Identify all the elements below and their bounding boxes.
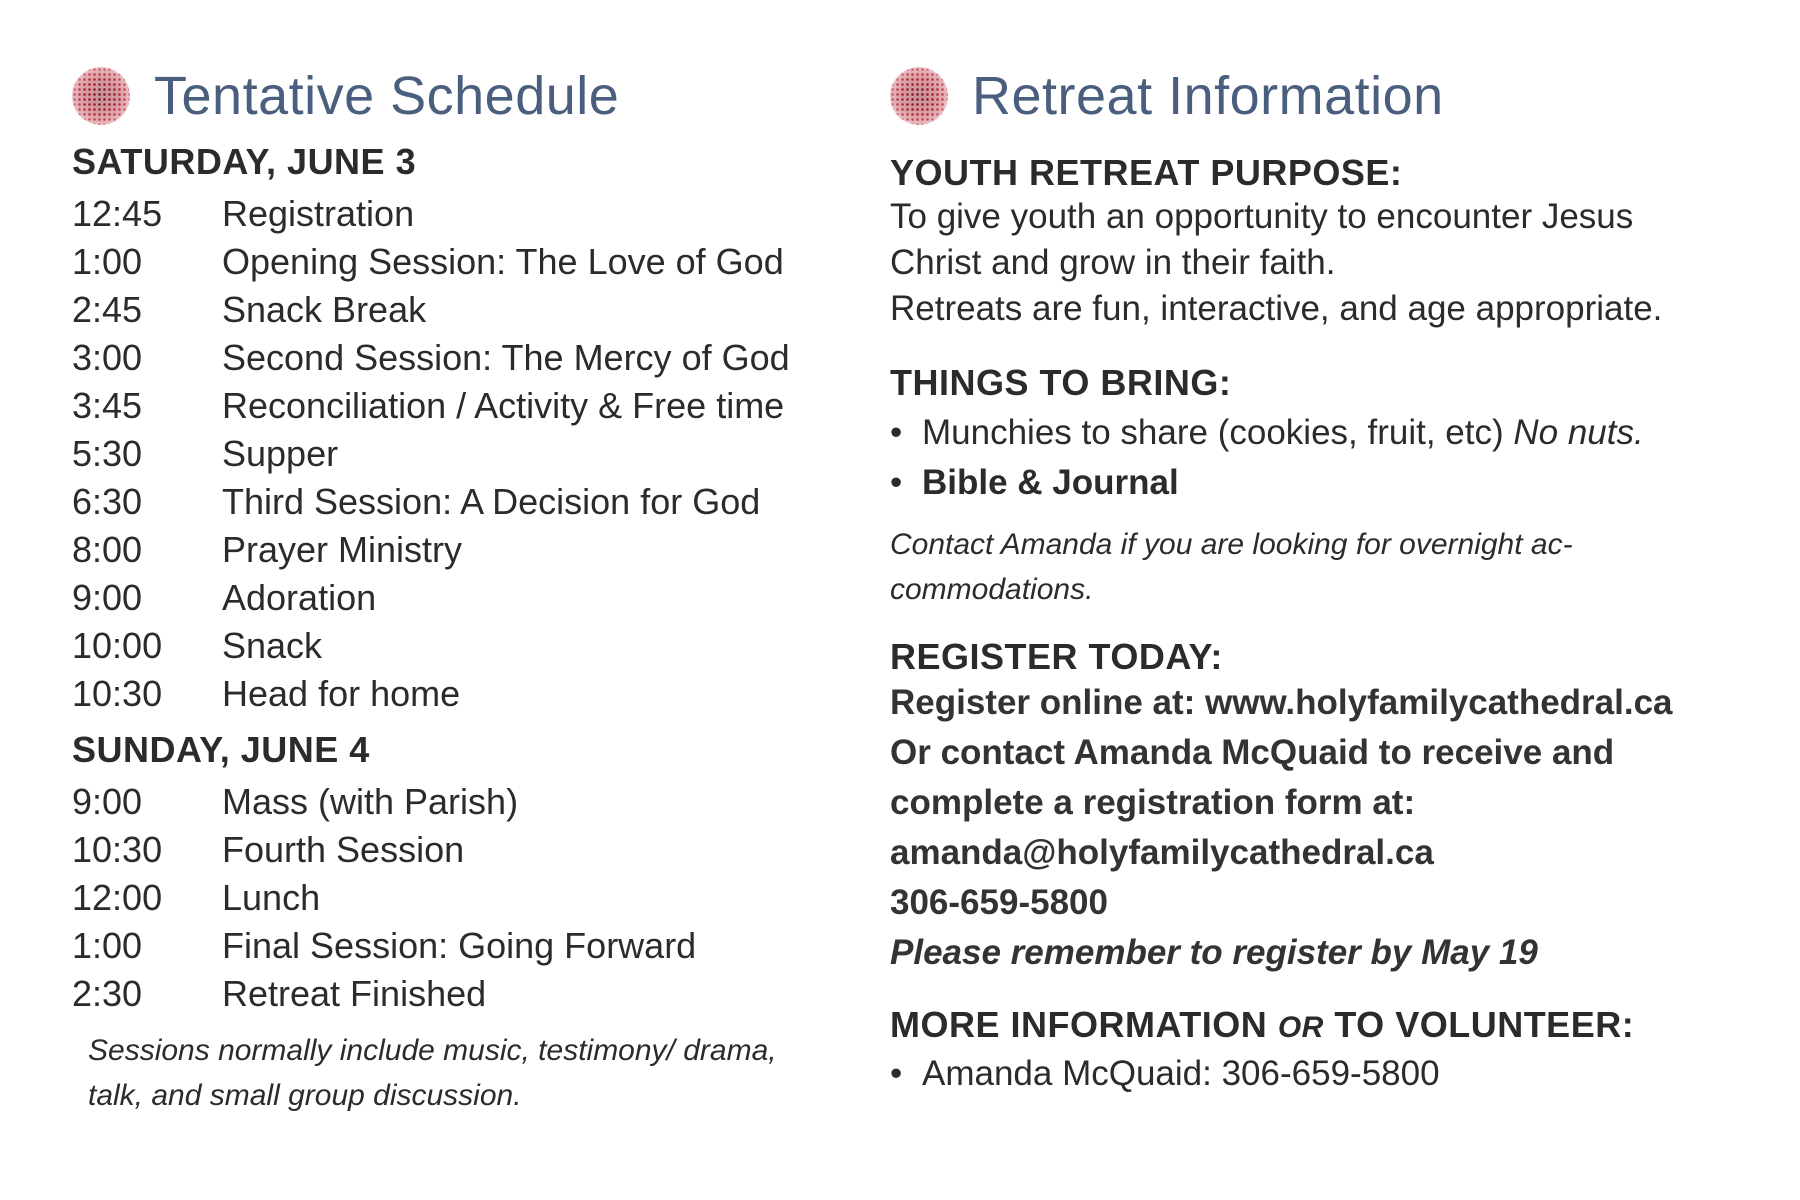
bring-item xyxy=(890,408,1770,458)
more-info-title-part: TO VOLUNTEER: xyxy=(1334,1004,1635,1045)
register-line: Register online at: www.holyfamilycathedral.ca xyxy=(890,683,1673,722)
info-heading xyxy=(890,60,1770,132)
bring-section xyxy=(890,362,1770,508)
info-title: Retreat Information xyxy=(972,66,1444,126)
register-line: complete a registration form at: xyxy=(890,783,1416,822)
contact-text: Amanda McQuaid: 306-659-5800 xyxy=(922,1054,1440,1093)
schedule-activity: Retreat Finished xyxy=(222,973,487,1014)
overnight-note: Contact Amanda if you are looking for overnight ac-commodations. xyxy=(890,528,1573,606)
schedule-row xyxy=(72,430,852,478)
schedule-activity: Reconciliation / Activity & Free time xyxy=(222,385,785,426)
schedule-heading xyxy=(72,60,852,132)
schedule-title: Tentative Schedule xyxy=(154,66,620,126)
schedule-row xyxy=(72,334,852,382)
register-title: REGISTER TODAY: xyxy=(890,636,1223,677)
schedule-activity: Lunch xyxy=(222,877,321,918)
schedule-activity: Opening Session: The Love of God xyxy=(222,241,784,282)
schedule-time: 3:45 xyxy=(72,385,143,426)
bring-title: THINGS TO BRING: xyxy=(890,362,1232,403)
bring-item-note: No nuts. xyxy=(1513,413,1644,452)
schedule-time: 9:00 xyxy=(72,577,143,618)
schedule-activity: Registration xyxy=(222,193,415,234)
schedule-row xyxy=(72,382,852,430)
schedule-row xyxy=(72,622,852,670)
bring-item xyxy=(890,458,1770,508)
schedule-activity: Fourth Session xyxy=(222,829,465,870)
day-title-sunday: SUNDAY, JUNE 4 xyxy=(72,729,370,770)
schedule-time: 9:00 xyxy=(72,781,143,822)
schedule-row xyxy=(72,526,852,574)
register-deadline: Please remember to register by May 19 xyxy=(890,933,1538,972)
schedule-row xyxy=(72,286,852,334)
schedule-row xyxy=(72,922,852,970)
register-section xyxy=(890,636,1770,978)
schedule-activity: Second Session: The Mercy of God xyxy=(222,337,790,378)
schedule-activity: Supper xyxy=(222,433,339,474)
schedule-time: 5:30 xyxy=(72,433,143,474)
schedule-row xyxy=(72,826,852,874)
more-info-contact xyxy=(890,1048,1770,1100)
schedule-row xyxy=(72,778,852,826)
sessions-note: Sessions normally include music, testimony/ drama, talk, and small group discussion. xyxy=(88,1034,777,1112)
more-info-section xyxy=(890,1004,1770,1100)
schedule-row xyxy=(72,574,852,622)
schedule-activity: Snack Break xyxy=(222,289,427,330)
purpose-line: To give youth an opportunity to encounter Jesus xyxy=(890,197,1634,236)
schedule-time: 8:00 xyxy=(72,529,143,570)
schedule-activity: Final Session: Going Forward xyxy=(222,925,697,966)
register-line: Or contact Amanda McQuaid to receive and xyxy=(890,733,1615,772)
schedule-row xyxy=(72,670,852,718)
schedule-time: 12:00 xyxy=(72,877,163,918)
schedule-time: 2:30 xyxy=(72,973,143,1014)
day-title-saturday: SATURDAY, JUNE 3 xyxy=(72,141,417,182)
bullet-icon: • xyxy=(890,463,903,502)
schedule-time: 10:00 xyxy=(72,625,163,666)
schedule-row xyxy=(72,190,852,238)
schedule-row xyxy=(72,238,852,286)
schedule-time: 10:30 xyxy=(72,673,163,714)
schedule-activity: Third Session: A Decision for God xyxy=(222,481,761,522)
schedule-time: 6:30 xyxy=(72,481,143,522)
red-dot-icon xyxy=(890,67,948,125)
schedule-time: 2:45 xyxy=(72,289,143,330)
bullet-icon: • xyxy=(890,1054,903,1093)
sunday-schedule-list xyxy=(72,778,852,1018)
schedule-row xyxy=(72,970,852,1018)
bring-list xyxy=(890,408,1770,508)
schedule-time: 10:30 xyxy=(72,829,163,870)
schedule-row xyxy=(72,478,852,526)
red-dot-icon xyxy=(72,67,130,125)
schedule-activity: Snack xyxy=(222,625,323,666)
schedule-time: 12:45 xyxy=(72,193,163,234)
more-info-title xyxy=(890,1004,1770,1046)
purpose-title: YOUTH RETREAT PURPOSE: xyxy=(890,152,1403,193)
schedule-row xyxy=(72,874,852,922)
schedule-time: 1:00 xyxy=(72,241,143,282)
purpose-section xyxy=(890,152,1770,332)
schedule-time: 1:00 xyxy=(72,925,143,966)
saturday-schedule-list xyxy=(72,190,852,718)
info-column xyxy=(890,60,1770,1100)
more-info-title-part: MORE INFORMATION xyxy=(890,1004,1268,1045)
schedule-time: 3:00 xyxy=(72,337,143,378)
schedule-activity: Head for home xyxy=(222,673,461,714)
bring-item-text: Munchies to share (cookies, fruit, etc) xyxy=(922,413,1504,452)
register-email: amanda@holyfamilycathedral.ca xyxy=(890,833,1434,872)
schedule-activity: Mass (with Parish) xyxy=(222,781,519,822)
schedule-column xyxy=(72,60,852,1118)
more-info-or: OR xyxy=(1277,1011,1324,1044)
purpose-line: Christ and grow in their faith. xyxy=(890,243,1336,282)
schedule-activity: Adoration xyxy=(222,577,377,618)
bring-item-text: Bible & Journal xyxy=(922,463,1179,502)
register-phone: 306-659-5800 xyxy=(890,883,1108,922)
purpose-line: Retreats are fun, interactive, and age appropriate. xyxy=(890,289,1663,328)
schedule-activity: Prayer Ministry xyxy=(222,529,463,570)
bullet-icon: • xyxy=(890,413,903,452)
